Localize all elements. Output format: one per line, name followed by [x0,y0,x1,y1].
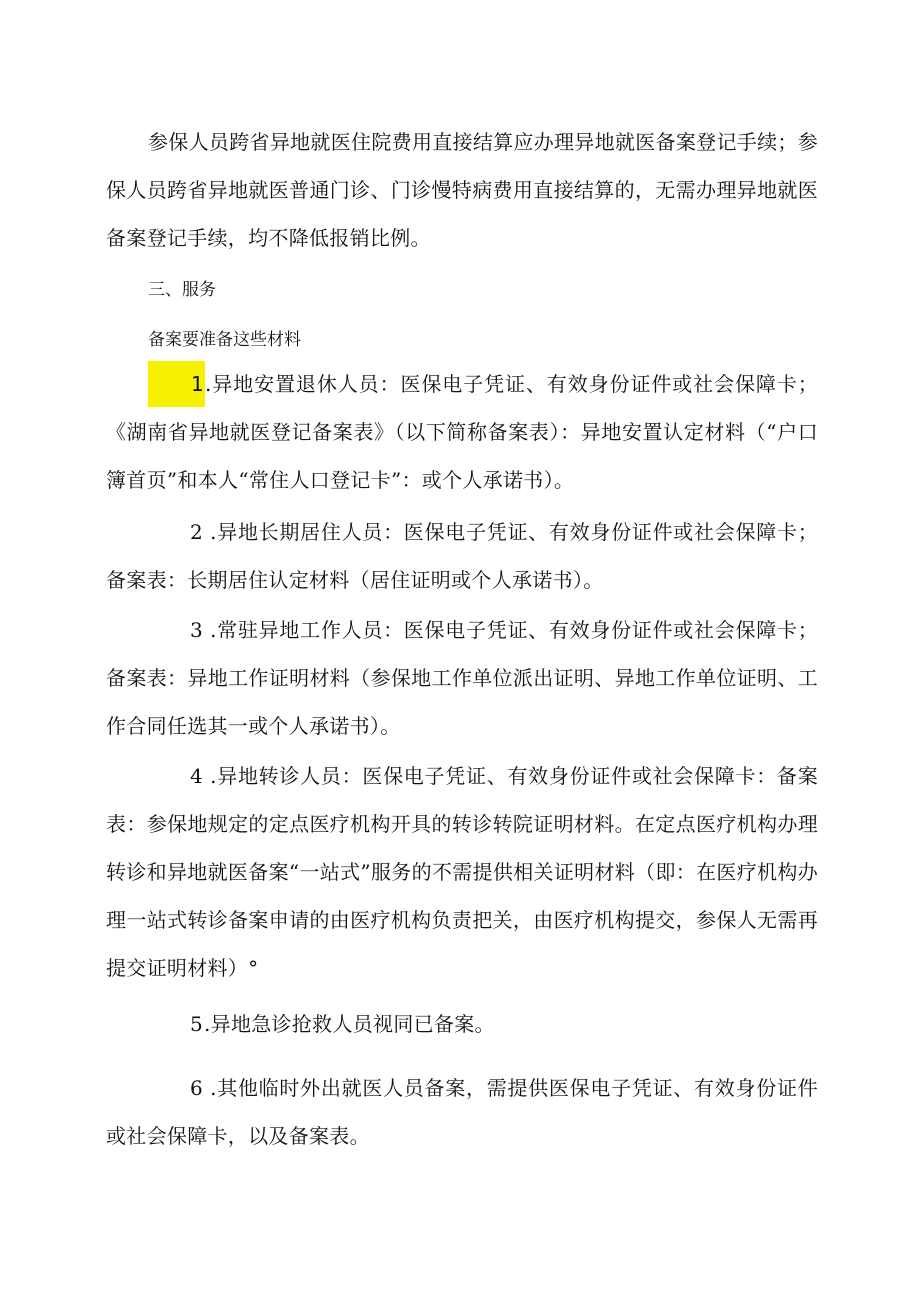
list-item-3 [106,606,818,750]
item-2-text: .异地长期居住人员：医保电子凭证、有效身份证件或社会保障卡；备案表：长期居住认定材料（居住证明或个人承诺书）。 [106,520,818,592]
item-3-text: .常驻异地工作人员：医保电子凭证、有效身份证件或社会保障卡；备案表：异地工作证明材料（参保地工作单位派出证明、异地工作单位证明、工作合同任选其一或个人承诺书）。 [106,618,818,738]
sub-heading [148,328,301,352]
item-1-text: .异地安置退休人员：医保电子凭证、有效身份证件或社会保障卡；《湖南省异地就医登记备案表》（以下简称备案表）：异地安置认定材料（“户口簿首页”和本人“常住人口登记卡”：或个人承诺书）。 [106,372,818,492]
sub-heading-text: 备案要准备这些材料 [148,330,301,350]
list-item-4 [106,752,818,992]
section-heading-text: 三、服务 [148,280,216,300]
list-item-5 [106,1000,818,1048]
list-item-1 [106,360,818,504]
item-4-number: 4 [190,764,204,788]
item-5-text: .异地急诊抢救人员视同已备案。 [204,1012,495,1036]
list-item-2 [106,508,818,604]
item-6-text: .其他临时外出就医人员备案，需提供医保电子凭证、有效身份证件或社会保障卡，以及备案表。 [106,1076,818,1148]
intro-text: 参保人员跨省异地就医住院费用直接结算应办理异地就医备案登记手续；参保人员跨省异地就医普通门诊、门诊慢特病费用直接结算的，无需办理异地就医备案登记手续，均不降低报销比例。 [106,130,818,250]
list-item-6 [106,1064,818,1160]
item-3-number: 3 [190,618,204,642]
item-6-number: 6 [190,1076,204,1100]
section-heading [148,278,216,302]
item-5-number: 5 [190,1012,204,1036]
item-2-number: 2 [190,520,204,544]
item-4-text: .异地转诊人员：医保电子凭证、有效身份证件或社会保障卡：备案表：参保地规定的定点医疗机构开具的转诊转院证明材料。在定点医疗机构办理转诊和异地就医备案“一站式”服务的不需提供相关证明材料（即：在医疗机构办理一站式转诊备案申请的由医疗机构负责把关，由医疗机构提交，参保人无需再提交证明材料）° [106,764,818,980]
highlighted-number-1: 1 [148,361,205,407]
intro-paragraph [106,118,818,262]
